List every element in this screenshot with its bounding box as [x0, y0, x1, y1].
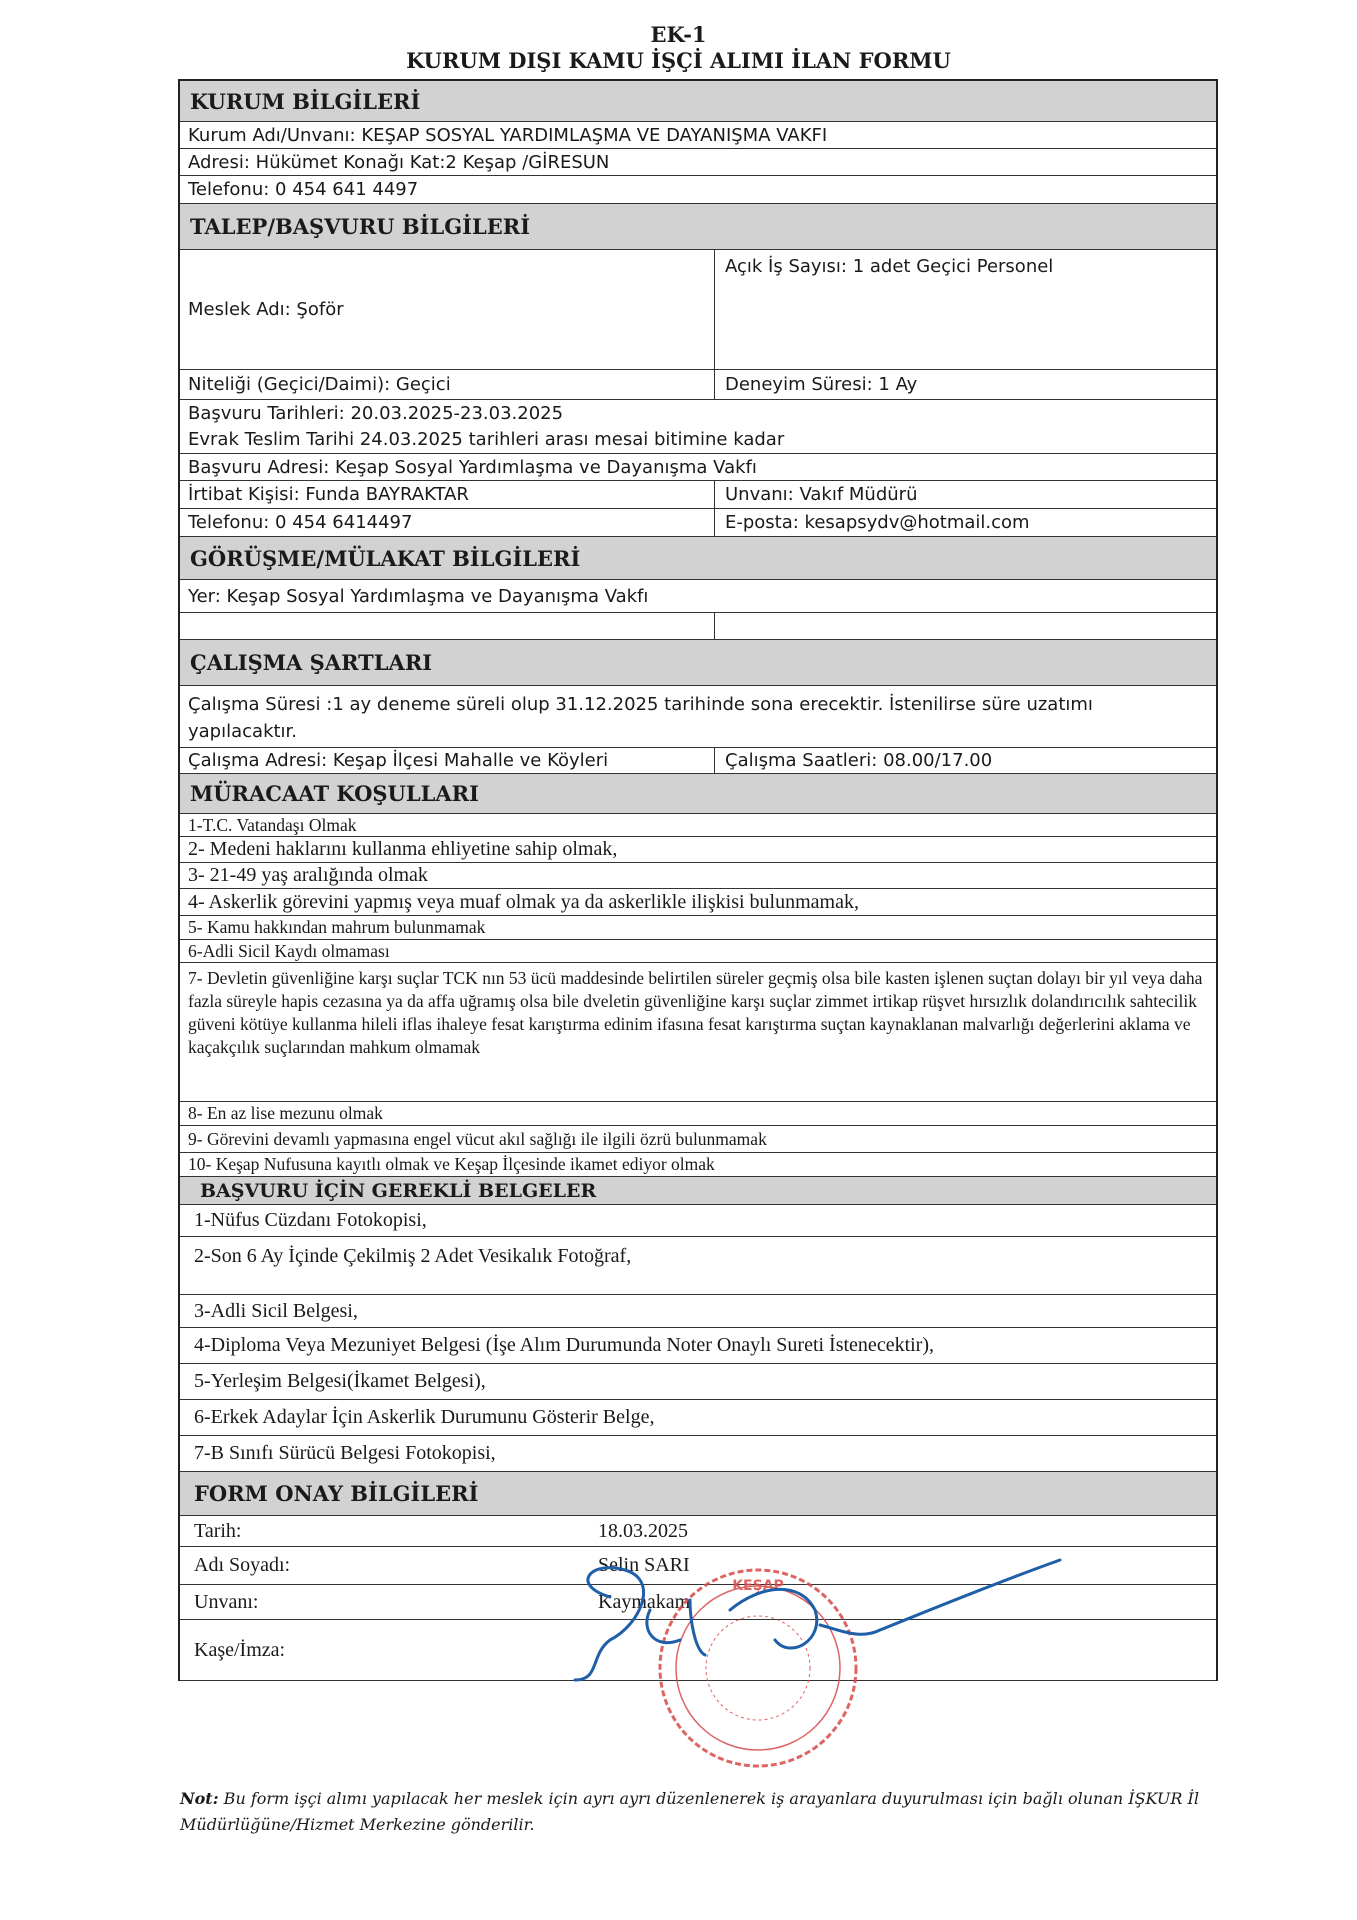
- section-muracaat: MÜRACAAT KOŞULLARI: [180, 774, 1216, 814]
- kosul-item: 6-Adli Sicil Kaydı olmaması: [188, 940, 390, 961]
- kurum-telefon: Telefonu: 0 454 641 4497: [188, 179, 419, 200]
- form-table: [178, 79, 1218, 1681]
- belge-item: 6-Erkek Adaylar İçin Askerlik Durumunu Gösterir Belge,: [194, 1406, 655, 1428]
- ad-soyad-label: Adı Soyadı:: [194, 1554, 291, 1576]
- irtibat-unvan: Unvanı: Vakıf Müdürü: [725, 484, 918, 505]
- belge-item: 4-Diploma Veya Mezuniyet Belgesi (İşe Alım Durumunda Noter Onaylı Sureti İstenecektir),: [194, 1334, 934, 1356]
- section-calisma: ÇALIŞMA ŞARTLARI: [180, 640, 1216, 686]
- kosul-item: 1-T.C. Vatandaşı Olmak: [188, 814, 357, 835]
- unvan-value: Kaymakam: [598, 1590, 691, 1613]
- irtibat-kisisi: İrtibat Kişisi: Funda BAYRAKTAR: [188, 484, 469, 505]
- kosul-item: 5- Kamu hakkından mahrum bulunmamak: [188, 917, 486, 937]
- kosul-item: 8- En az lise mezunu olmak: [188, 1103, 383, 1123]
- basvuru-adresi: Başvuru Adresi: Keşap Sosyal Yardımlaşma ve Dayanışma Vakfı: [188, 456, 757, 478]
- tarih-label: Tarih:: [194, 1519, 242, 1542]
- note-text: Bu form işçi alımı yapılacak her meslek için ayrı ayrı düzenlenerek iş arayanlara duyurulması için bağlı olunan İŞKUR İl Müdürlüğüne/Hizmet Merkezine gönderilir.: [180, 1789, 1199, 1834]
- belge-item: 1-Nüfus Cüzdanı Fotokopisi,: [194, 1209, 427, 1231]
- kurum-adi: Kurum Adı/Unvanı: KEŞAP SOSYAL YARDIMLAŞMA VE DAYANIŞMA VAKFI: [188, 124, 828, 146]
- belge-item: 5-Yerleşim Belgesi(İkamet Belgesi),: [194, 1370, 486, 1392]
- niteligi: Niteliği (Geçici/Daimi): Geçici: [188, 374, 451, 395]
- belge-item: 7-B Sınıfı Sürücü Belgesi Fotokopisi,: [194, 1442, 496, 1464]
- section-gorusme: GÖRÜŞME/MÜLAKAT BİLGİLERİ: [180, 537, 1216, 580]
- section-onay: FORM ONAY BİLGİLERİ: [180, 1472, 1216, 1516]
- irtibat-eposta: E-posta: kesapsydv@hotmail.com: [725, 512, 1030, 533]
- gorusme-yer: Yer: Keşap Sosyal Yardımlaşma ve Dayanışma Vakfı: [188, 585, 649, 607]
- tarih-value: 18.03.2025: [598, 1519, 688, 1542]
- kosul-item: 7- Devletin güvenliğine karşı suçlar TCK nın 53 ücü maddesinde belirtilen süreler geçmiş olsa bile kasten işlenen suçtan dolayı bir yıl veya daha fazla süreyle hapis cezasına ya da affa uğramış olsa bile dveletin güvenliğine karşı suçlar zimmet irtikap rüşvet hırsızlık dolandırıcılık sahtecilik güveni kötüye kullanma hileli iflas ihaleye fesat karıştırma edinim ifasına fesat karıştırma suçtan kaynaklanan malvarlığı değerlerini aklama ve kaçakçılık suçlarından mahkum olmamak: [188, 968, 1203, 1057]
- calisma-suresi-line2: yapılacaktır.: [188, 721, 298, 742]
- form-note: [180, 1786, 1230, 1838]
- section-belgeler: BAŞVURU İÇİN GEREKLİ BELGELER: [180, 1177, 1216, 1205]
- deneyim-suresi: Deneyim Süresi: 1 Ay: [725, 374, 918, 395]
- calisma-suresi-line1: Çalışma Süresi :1 ay deneme süreli olup 31.12.2025 tarihinde sona erecektir. İstenilirse süre uzatımı: [188, 694, 1093, 715]
- section-kurum: KURUM BİLGİLERİ: [180, 81, 1216, 122]
- calisma-saatleri: Çalışma Saatleri: 08.00/17.00: [725, 750, 993, 771]
- calisma-suresi: [180, 686, 1101, 745]
- kosul-item: 9- Görevini devamlı yapmasına engel vücut akıl sağlığı ile ilgili özrü bulunmamak: [188, 1128, 767, 1149]
- page-title: KURUM DIŞI KAMU İŞÇİ ALIMI İLAN FORMU: [406, 48, 951, 73]
- evrak-teslim: Evrak Teslim Tarihi 24.03.2025 tarihleri arası mesai bitimine kadar: [188, 429, 785, 450]
- ad-soyad-value: Selin SARI: [598, 1554, 690, 1576]
- basvuru-tarihleri: Başvuru Tarihleri: 20.03.2025-23.03.2025: [188, 402, 564, 424]
- stamp-text: KEŞAP: [732, 1578, 784, 1594]
- belge-item: 3-Adli Sicil Belgesi,: [194, 1299, 358, 1322]
- calisma-adresi: Çalışma Adresi: Keşap İlçesi Mahalle ve Köyleri: [188, 750, 609, 771]
- form-code: EK-1: [650, 22, 707, 47]
- kosul-item: 3- 21-49 yaş aralığında olmak: [188, 864, 428, 886]
- note-label: Not:: [180, 1789, 219, 1808]
- irtibat-telefon: Telefonu: 0 454 6414497: [188, 512, 413, 533]
- kosul-item: 2- Medeni haklarını kullanma ehliyetine sahip olmak,: [188, 838, 618, 860]
- kurum-adres: Adresi: Hükümet Konağı Kat:2 Keşap /GİRESUN: [188, 151, 610, 173]
- unvan-label: Unvanı:: [194, 1590, 259, 1613]
- kase-imza-label: Kaşe/İmza:: [194, 1638, 286, 1661]
- acik-is-sayisi: Açık İş Sayısı: 1 adet Geçici Personel: [725, 256, 1054, 277]
- kosul-item: 10- Keşap Nufusuna kayıtlı olmak ve Keşap İlçesinde ikamet ediyor olmak: [188, 1154, 715, 1174]
- meslek-adi: Meslek Adı: Şoför: [188, 299, 344, 320]
- section-talep: TALEP/BAŞVURU BİLGİLERİ: [180, 204, 1216, 250]
- belge-item: 2-Son 6 Ay İçinde Çekilmiş 2 Adet Vesikalık Fotoğraf,: [194, 1245, 632, 1267]
- kosul-item: 4- Askerlik görevini yapmış veya muaf olmak ya da askerlikle ilişkisi bulunmamak,: [188, 890, 859, 913]
